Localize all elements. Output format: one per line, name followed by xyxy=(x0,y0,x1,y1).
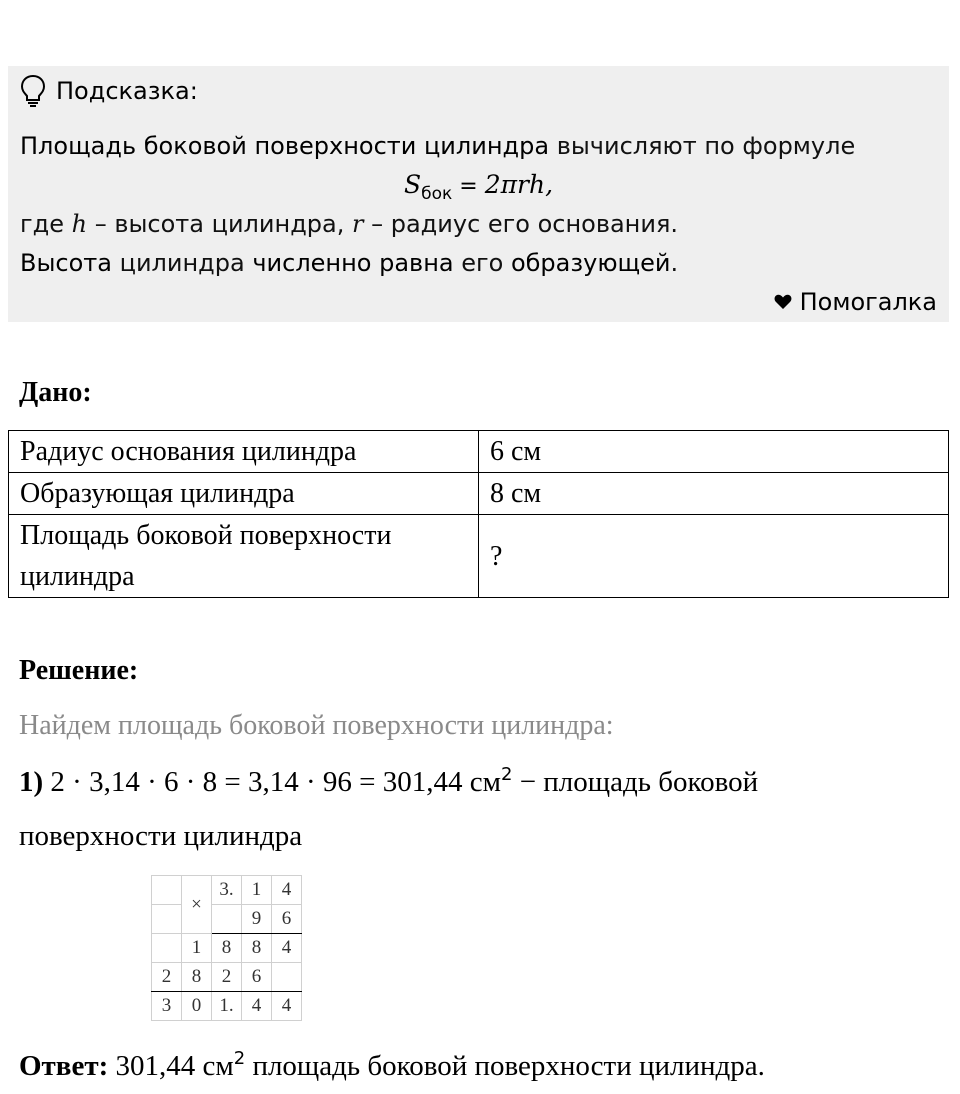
solution-title: Решение: xyxy=(19,655,139,686)
table-row xyxy=(9,515,949,598)
solution-intro: Найдем площадь боковой поверхности цилиндра: xyxy=(19,710,614,741)
table-row xyxy=(9,431,949,473)
lateral-area-formula: $S_{бок} = 2\pi rh$, xyxy=(403,170,554,204)
heart-icon xyxy=(774,294,792,310)
given-value: 6 см xyxy=(479,431,949,473)
hint-line-3: где h – высота цилиндра, r – радиус его основания. xyxy=(20,210,679,238)
solution-step-1-cont: поверхности цилиндра xyxy=(19,820,303,852)
hint-line-4: Высота цилиндра численно равна его образующей. xyxy=(20,249,679,277)
table-row xyxy=(9,473,949,515)
calc-row: × 3. 1 4 xyxy=(152,876,302,905)
given-label: Площадь боковой поверхности цилиндра xyxy=(9,515,479,598)
lightbulb-icon xyxy=(20,74,46,108)
hint-box xyxy=(8,66,949,322)
given-label: Образующая цилиндра xyxy=(9,473,479,515)
given-label: Радиус основания цилиндра xyxy=(9,431,479,473)
step-number: 1) xyxy=(19,766,44,798)
given-value: 8 см xyxy=(479,473,949,515)
given-table xyxy=(8,430,949,598)
calc-row: 2 8 2 6 xyxy=(152,963,302,992)
hint-line-1: Площадь боковой поверхности цилиндра вычисляют по формуле xyxy=(20,132,856,160)
calc-row: 9 6 xyxy=(152,905,302,934)
solution-step-1: 1) 2 · 3,14 · 6 · 8 = 3,14 · 96 = 301,44 $см^2$ − площадь боковой xyxy=(19,764,759,798)
answer-label: Ответ: xyxy=(19,1050,109,1082)
given-value: ? xyxy=(479,515,949,598)
calc-row: 1 8 8 4 xyxy=(152,934,302,963)
hint-header xyxy=(20,74,198,108)
answer-line: Ответ: 301,44 $см^2$ площадь боковой поверхности цилиндра. xyxy=(19,1048,765,1082)
brand-name: Помогалка xyxy=(799,288,937,316)
multiply-sign: × xyxy=(182,876,212,934)
hint-term: Площадь боковой поверхности цилиндра xyxy=(20,132,550,160)
brand-link[interactable] xyxy=(774,288,937,316)
hint-title: Подсказка: xyxy=(56,77,198,105)
given-title: Дано: xyxy=(19,377,92,408)
column-multiplication xyxy=(151,875,302,1021)
calc-row: 3 0 1. 4 4 xyxy=(152,992,302,1021)
